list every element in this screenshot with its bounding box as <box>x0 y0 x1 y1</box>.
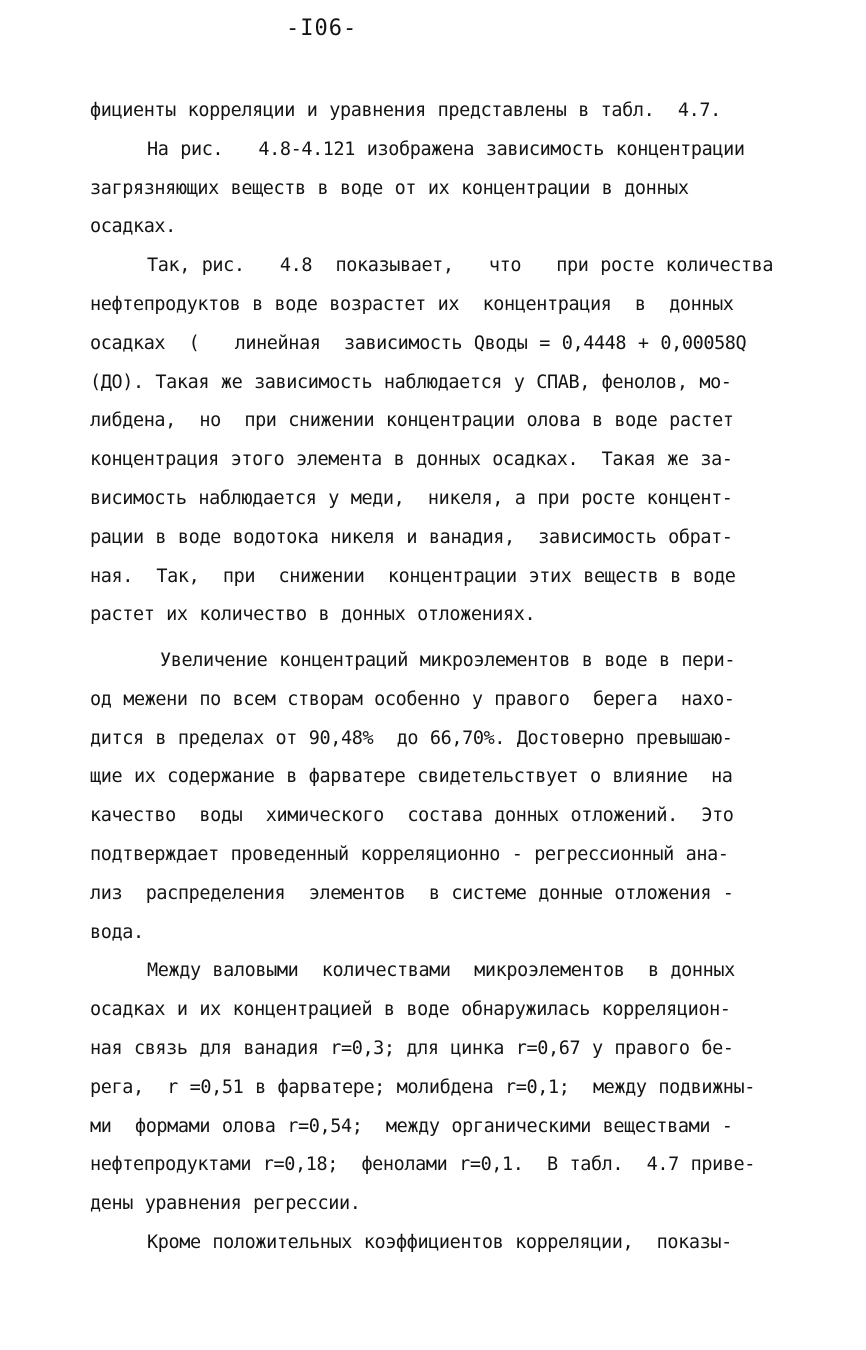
text-line: осадках и их концентрацией в воде обнаружилась корреляцион- <box>90 999 731 1021</box>
text-line: Между валовыми количествами микроэлементов в донных <box>147 960 735 982</box>
text-line: подтверждает проведенный корреляционно - регрессионный ана- <box>90 844 729 865</box>
text-line: растет их количество в донных отложениях. <box>90 604 536 626</box>
text-line: нефтепродуктами r=0,18; фенолами r=0,1. В табл. 4.7 приве- <box>90 1154 756 1176</box>
page-number: -I06- <box>286 16 358 41</box>
text-line: лиз распределения элементов в системе донные отложения - <box>90 882 734 904</box>
text-line: загрязняющих веществ в воде от их концентрации в донных <box>90 177 689 199</box>
text-line: дены уравнения регрессии. <box>90 1193 361 1215</box>
text-line: висимость наблюдается у меди, никеля, а при росте концент- <box>90 488 733 509</box>
text-line: Так, рис. 4.8 показывает, что при росте количества <box>147 255 774 277</box>
text-line: На рис. 4.8-4.121 изображена зависимость концентрации <box>147 138 745 160</box>
text-line: концентрация этого элемента в донных осадках. Такая же за- <box>90 449 733 471</box>
text-line: качество воды химического состава донных отложений. Это <box>90 805 734 827</box>
text-line: рации в воде водотока никеля и ванадия, зависимость обрат- <box>90 526 733 548</box>
text-line: Увеличение концентраций микроэлементов в воде в пери- <box>160 650 736 671</box>
text-line: Кроме положительных коэффициентов корреляции, показы- <box>147 1232 732 1253</box>
text-line: щие их содержание в фарватере свидетельствует о влияние на <box>90 766 733 788</box>
text-line: либдена, но при снижении концентрации олова в воде растет <box>90 410 734 432</box>
text-line: осадках ( линейная зависимость Qводы = 0,4448 + 0,00058Q <box>90 332 747 354</box>
text-line: дится в пределах от 90,48% до 66,70%. Достоверно превышаю- <box>90 727 733 749</box>
text-line: фициенты корреляции и уравнения представлены в табл. 4.7. <box>90 100 721 121</box>
text-line: ная. Так, при снижении концентрации этих веществ в воде <box>90 565 736 587</box>
text-line: ная связь для ванадия r=0,3; для цинка r=0,67 у правого бе- <box>90 1038 734 1059</box>
text-line: вода. <box>90 921 144 943</box>
text-line: нефтепродуктов в воде возрастет их концентрация в донных <box>90 294 734 315</box>
text-line: осадках. <box>90 216 176 238</box>
text-line: од межени по всем створам особенно у правого берега нахо- <box>90 688 735 710</box>
text-line: рега, r =0,51 в фарватере; молибдена r=0,1; между подвижны- <box>90 1076 756 1098</box>
text-line: (ДО). Такая же зависимость наблюдается у СПАВ, фенолов, мо- <box>90 371 732 393</box>
text-line: ми формами олова r=0,54; между органическими веществами - <box>90 1115 733 1137</box>
